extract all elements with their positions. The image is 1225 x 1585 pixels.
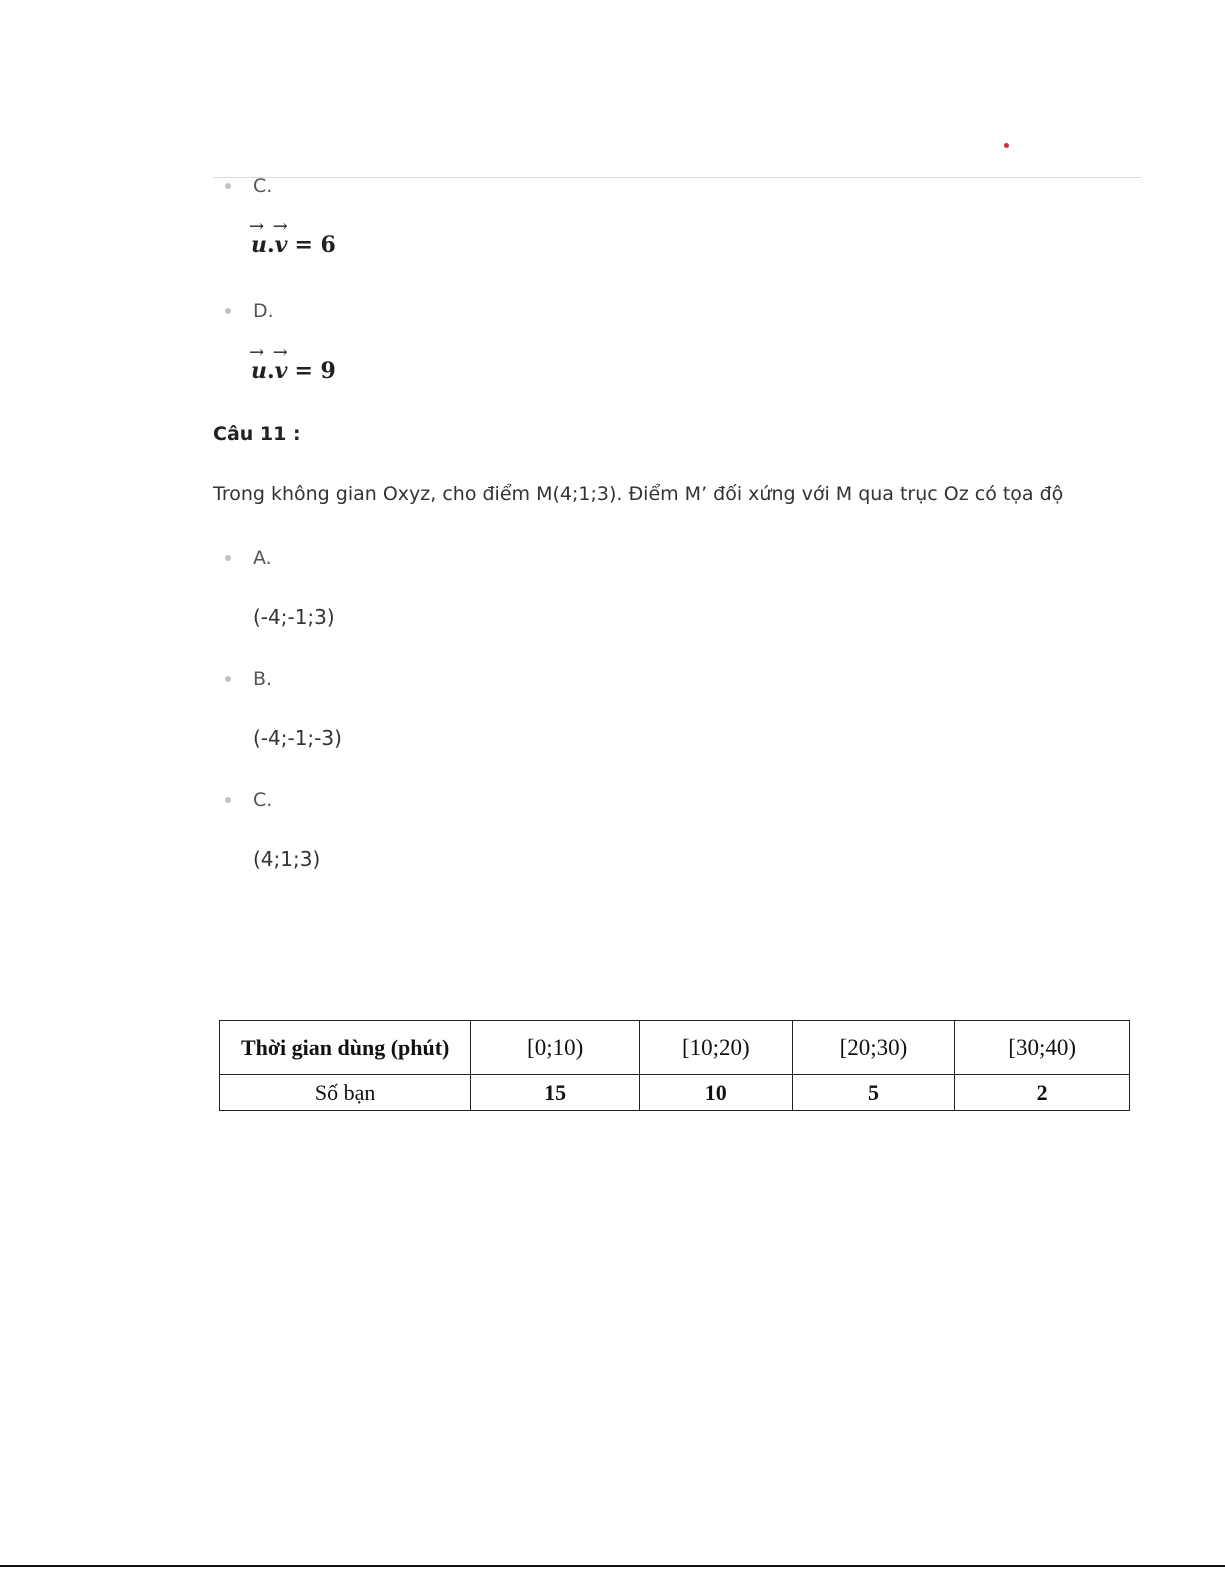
math-rhs: = 9 bbox=[294, 358, 336, 384]
interval-cell: [10;20) bbox=[639, 1021, 792, 1075]
interval-cell: [0;10) bbox=[471, 1021, 640, 1075]
bullet-icon bbox=[225, 797, 231, 803]
table-row-label: Số bạn bbox=[220, 1075, 471, 1111]
option-label: B. bbox=[253, 668, 273, 690]
option-label: C. bbox=[253, 175, 273, 197]
interval-cell: [30;40) bbox=[955, 1021, 1130, 1075]
arrow-icon: → bbox=[272, 216, 288, 237]
math-rhs: = 6 bbox=[294, 232, 336, 258]
bullet-icon bbox=[225, 308, 231, 314]
arrow-icon: → bbox=[249, 216, 265, 237]
bullet-icon bbox=[225, 555, 231, 561]
option-label: A. bbox=[253, 547, 272, 569]
bullet-icon bbox=[225, 676, 231, 682]
frequency-table bbox=[219, 1020, 1130, 1111]
option-label: C. bbox=[253, 789, 273, 811]
option-value: (-4;-1;-3) bbox=[253, 726, 342, 750]
vector-v: v → bbox=[272, 342, 288, 384]
table-header-label: Thời gian dùng (phút) bbox=[220, 1021, 471, 1075]
vector-u: u → bbox=[249, 216, 267, 258]
math-expression: u → .v → = 6 bbox=[249, 216, 336, 258]
table-row bbox=[220, 1075, 1130, 1111]
arrow-icon: → bbox=[249, 342, 265, 363]
count-cell: 10 bbox=[639, 1075, 792, 1111]
math-expression: u → .v → = 9 bbox=[249, 342, 336, 384]
vector-v: v → bbox=[272, 216, 288, 258]
bottom-border bbox=[0, 1565, 1225, 1567]
option-label: D. bbox=[253, 300, 274, 322]
top-divider bbox=[213, 177, 1141, 178]
option-value: (4;1;3) bbox=[253, 847, 321, 871]
arrow-icon: → bbox=[272, 342, 288, 363]
bullet-icon bbox=[225, 183, 231, 189]
vector-u: u → bbox=[249, 342, 267, 384]
count-cell: 15 bbox=[471, 1075, 640, 1111]
red-dot-marker bbox=[1004, 143, 1009, 148]
count-cell: 5 bbox=[792, 1075, 955, 1111]
table-header-row bbox=[220, 1021, 1130, 1075]
question-text: Trong không gian Oxyz, cho điểm M(4;1;3). Điểm M’ đối xứng với M qua trục Oz có tọa độ bbox=[213, 483, 1064, 505]
question-title: Câu 11 : bbox=[213, 423, 301, 445]
interval-cell: [20;30) bbox=[792, 1021, 955, 1075]
option-value: (-4;-1;3) bbox=[253, 605, 335, 629]
count-cell: 2 bbox=[955, 1075, 1130, 1111]
